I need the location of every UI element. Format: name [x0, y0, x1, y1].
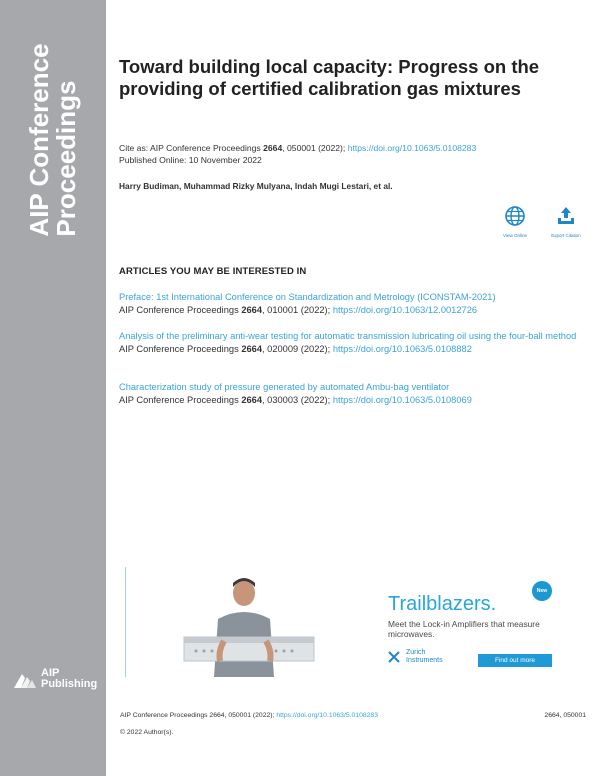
- related-article-ref: , 010001 (2022);: [262, 305, 333, 315]
- related-article-volume: 2664: [241, 395, 262, 405]
- brand-line2: Instruments: [406, 656, 443, 664]
- cite-as: [119, 142, 476, 166]
- find-out-more-button[interactable]: Find out more: [478, 654, 552, 667]
- related-article-title[interactable]: Preface: 1st International Conference on Standardization and Metrology (ICONSTAM-2021): [119, 292, 496, 302]
- export-icon: [555, 205, 577, 227]
- related-articles-heading: ARTICLES YOU MAY BE INTERESTED IN: [119, 266, 307, 277]
- view-online-label: View Online: [503, 233, 527, 238]
- cite-volume: 2664: [263, 143, 283, 153]
- related-article-volume: 2664: [241, 344, 262, 354]
- related-article-journal: AIP Conference Proceedings: [119, 344, 242, 354]
- article-title: Toward building local capacity: Progress on the providing of certified calibration gas mixtures: [119, 56, 540, 99]
- related-article-journal: AIP Conference Proceedings: [119, 395, 242, 405]
- ad-headline: Trailblazers.: [388, 593, 497, 615]
- advertisement-banner[interactable]: [125, 567, 548, 677]
- article-doi-link[interactable]: https://doi.org/10.1063/5.0108283: [347, 143, 477, 153]
- footer-cite: AIP Conference Proceedings 2664, 050001 (2022);: [120, 712, 277, 719]
- view-online-button[interactable]: [495, 205, 535, 239]
- footer-page-ref: 2664, 050001: [544, 712, 586, 719]
- aip-publishing-mark-icon: [12, 668, 38, 690]
- related-article-ref: , 030003 (2022);: [262, 395, 333, 405]
- copyright: © 2022 Author(s).: [120, 729, 174, 736]
- journal-sidebar: [0, 0, 106, 776]
- published-online: Published Online: 10 November 2022: [119, 155, 262, 165]
- footer-doi-link[interactable]: https://doi.org/10.1063/5.0108283: [276, 712, 378, 719]
- related-article-journal: AIP Conference Proceedings: [119, 305, 242, 315]
- aip-publishing-logo[interactable]: [12, 668, 97, 690]
- related-article-doi[interactable]: https://doi.org/10.1063/5.0108069: [332, 395, 472, 405]
- related-article-title[interactable]: Characterization study of pressure generated by automated Ambu-bag ventilator: [119, 382, 450, 392]
- related-article-doi[interactable]: https://doi.org/10.1063/5.0108882: [332, 344, 472, 354]
- related-article: [119, 381, 584, 407]
- related-article: [119, 291, 584, 317]
- related-article-ref: , 020009 (2022);: [262, 344, 333, 354]
- zurich-instruments-mark-icon: [388, 651, 400, 663]
- journal-title: [26, 43, 80, 236]
- related-article-volume: 2664: [241, 305, 262, 315]
- cite-label: Cite as: AIP Conference Proceedings: [119, 143, 264, 153]
- export-citation-label: Export Citation: [551, 233, 581, 238]
- journal-title-line1: AIP Conference: [24, 43, 54, 237]
- cite-rest: , 050001 (2022);: [282, 143, 348, 153]
- journal-title-line2: Proceedings: [51, 80, 81, 237]
- ad-photo-person-with-instrument: [126, 567, 376, 677]
- brand-line1: Zurich: [406, 649, 426, 656]
- new-badge: New: [532, 581, 552, 601]
- related-article-title[interactable]: Analysis of the preliminary anti-wear testing for automatic transmission lubricating oil using the four-ball method: [119, 331, 577, 341]
- publisher-line1: AIP: [41, 667, 60, 679]
- related-article: [119, 330, 584, 356]
- export-citation-button[interactable]: [546, 205, 586, 239]
- ad-subline: Meet the Lock-in Amplifiers that measure microwaves.: [388, 619, 540, 639]
- author-list: Harry Budiman, Muhammad Rizky Mulyana, Indah Mugi Lestari, et al.: [119, 181, 393, 191]
- globe-icon: [504, 205, 526, 227]
- zurich-instruments-logo: [388, 649, 443, 664]
- publisher-line2: Publishing: [41, 678, 98, 690]
- related-article-doi[interactable]: https://doi.org/10.1063/12.0012726: [332, 305, 478, 315]
- page-footer: [120, 712, 586, 719]
